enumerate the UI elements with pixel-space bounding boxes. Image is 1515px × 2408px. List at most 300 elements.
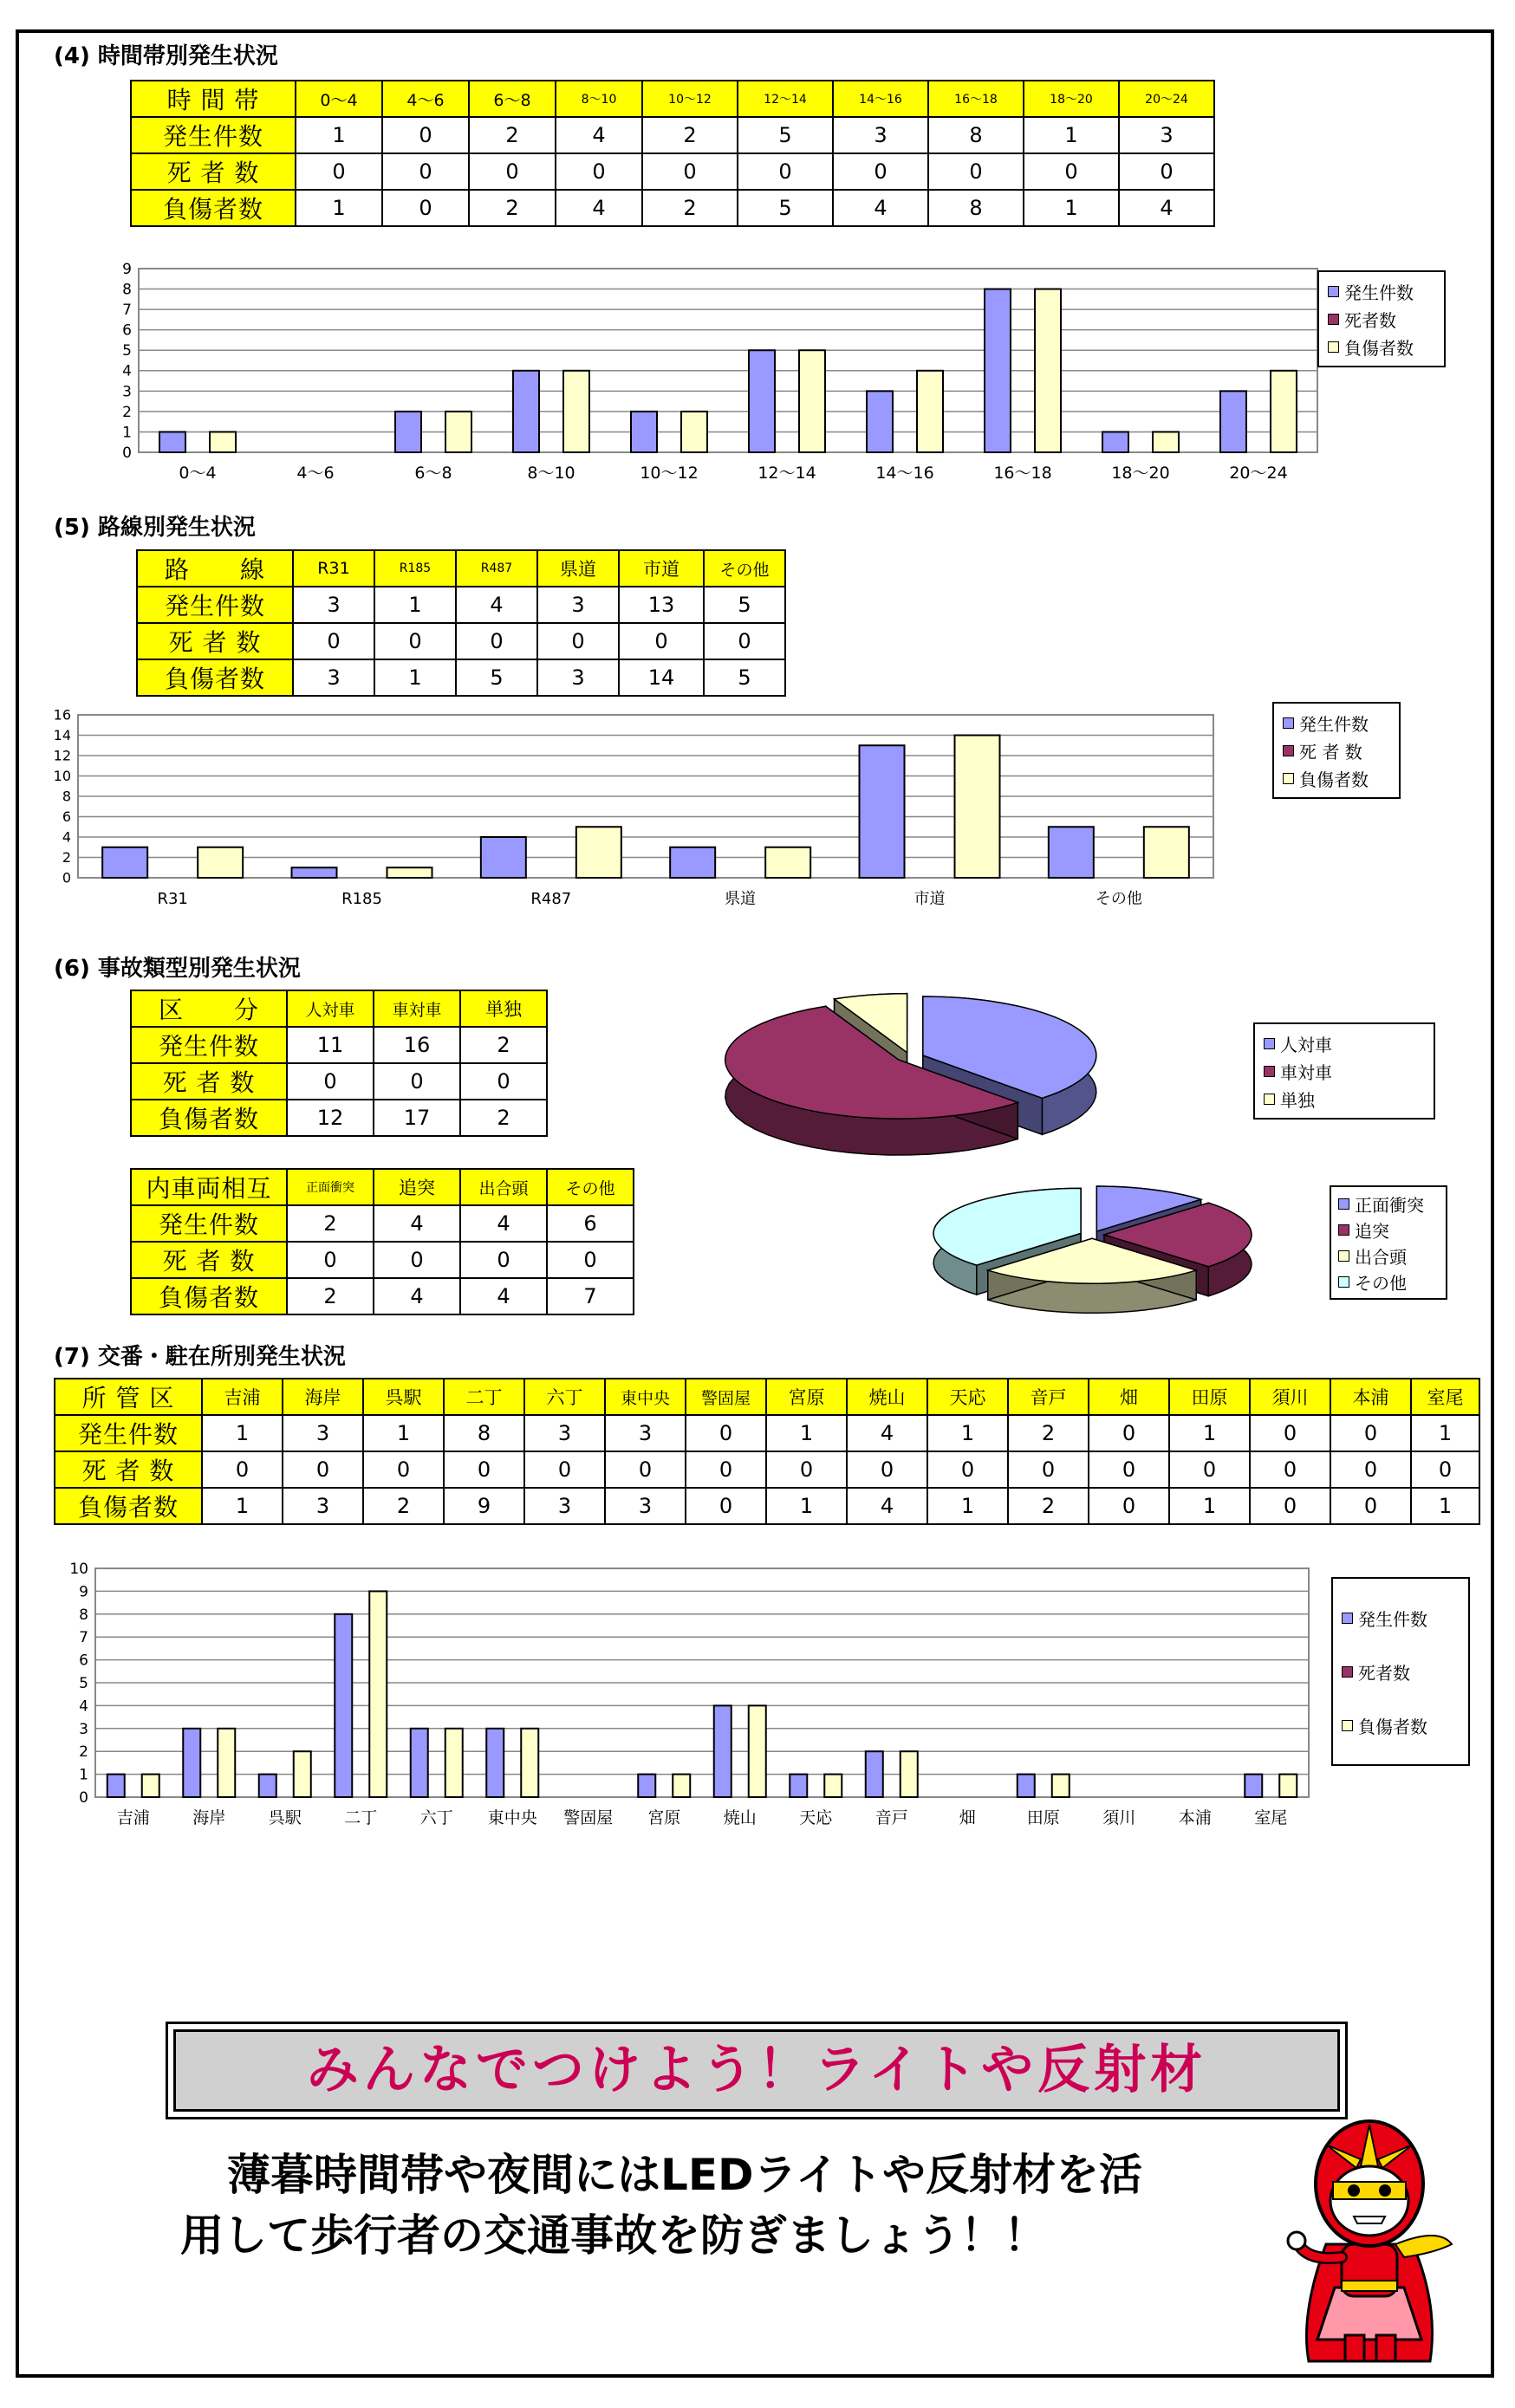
table-cell: 1: [766, 1415, 847, 1451]
bar: [411, 1729, 428, 1797]
table-column-header: 本浦: [1330, 1379, 1411, 1415]
table-cell: 0: [202, 1451, 283, 1488]
table-row: [137, 659, 785, 696]
table-corner-header: 所 管 区: [55, 1379, 202, 1415]
table-row-header: 負傷者数: [137, 659, 293, 696]
table-cell: 0: [374, 1063, 460, 1100]
legend-label: その他: [1355, 1272, 1407, 1294]
table-row: [131, 190, 1214, 226]
table-cell: 5: [738, 117, 833, 153]
table-column-header: 県道: [537, 550, 619, 587]
x-tick-label: 畑: [959, 1808, 976, 1827]
table-cell: 1: [1411, 1415, 1479, 1451]
bar: [749, 350, 775, 452]
plot-area: [139, 269, 1317, 452]
table-column-header: 車対車: [374, 990, 460, 1027]
table-cell: 1: [1169, 1488, 1250, 1524]
x-tick-label: 8～10: [527, 464, 575, 483]
bar: [901, 1751, 918, 1797]
table-cell: 3: [283, 1488, 363, 1524]
bar: [1102, 432, 1128, 452]
y-tick-label: 8: [79, 1606, 88, 1624]
table-cell: 8: [928, 117, 1024, 153]
bar: [638, 1775, 655, 1797]
table-cell: 14: [619, 659, 704, 696]
table-cell: 5: [738, 190, 833, 226]
bar: [218, 1729, 235, 1797]
table-cell: 0: [738, 153, 833, 190]
legend-item: [1328, 305, 1435, 333]
table-row: [131, 153, 1214, 190]
table-header-row: [55, 1379, 1479, 1415]
y-tick-label: 1: [122, 424, 132, 442]
table-cell: 0: [1119, 153, 1214, 190]
table-cell: 0: [766, 1451, 847, 1488]
table-cell: 5: [456, 659, 537, 696]
slogan-banner: [173, 2029, 1340, 2112]
table-column-header: 16～18: [928, 81, 1024, 117]
bar: [369, 1591, 387, 1797]
police-box-table: [54, 1378, 1480, 1525]
table-row-header: 死 者 数: [131, 1063, 287, 1100]
table-column-header: 20～24: [1119, 81, 1214, 117]
legend-label: 発生件数: [1358, 1608, 1427, 1630]
table-cell: 1: [766, 1488, 847, 1524]
legend-item: [1342, 1698, 1460, 1752]
table-cell: 2: [363, 1488, 444, 1524]
bar: [1052, 1775, 1070, 1797]
table-cell: 2: [1008, 1488, 1089, 1524]
legend-label: 死 者 数: [1299, 741, 1362, 763]
bar: [790, 1775, 807, 1797]
vehicle-mutual-pie-legend: [1330, 1185, 1447, 1300]
table-column-header: 音戸: [1008, 1379, 1089, 1415]
bar: [714, 1705, 731, 1797]
table-header-row: [131, 81, 1214, 117]
table-cell: 3: [293, 659, 374, 696]
table-row-header: 負傷者数: [131, 1278, 287, 1314]
bar: [576, 827, 621, 878]
time-slot-bar-chart: [52, 260, 1335, 503]
y-tick-label: 16: [53, 706, 71, 724]
y-tick-label: 5: [79, 1674, 88, 1692]
table-cell: 0: [287, 1063, 374, 1100]
y-tick-label: 5: [122, 342, 132, 360]
x-tick-label: 二丁: [344, 1808, 378, 1827]
table-column-header: 6～8: [469, 81, 556, 117]
bar: [387, 867, 432, 878]
legend-label: 死者数: [1358, 1662, 1410, 1684]
x-tick-label: 呉駅: [268, 1808, 302, 1827]
legend-swatch: [1342, 1666, 1353, 1678]
legend-swatch: [1283, 745, 1294, 756]
y-tick-label: 6: [79, 1652, 88, 1670]
legend-label: 人対車: [1280, 1034, 1332, 1055]
bar: [183, 1729, 200, 1797]
table-cell: 0: [382, 190, 469, 226]
table-column-header: 警固屋: [686, 1379, 766, 1415]
legend-swatch: [1338, 1276, 1349, 1288]
table-column-header: 呉駅: [363, 1379, 444, 1415]
table-cell: 12: [287, 1100, 374, 1136]
x-tick-label: 12～14: [758, 464, 816, 483]
x-tick-label: 0～4: [179, 464, 217, 483]
table-cell: 0: [537, 623, 619, 659]
bar: [1279, 1775, 1297, 1797]
table-cell: 2: [460, 1027, 547, 1063]
police-box-chart-legend: [1331, 1577, 1470, 1766]
table-cell: 6: [547, 1205, 634, 1242]
table-header-row: [131, 1169, 634, 1205]
y-tick-label: 12: [53, 747, 71, 764]
table-cell: 2: [287, 1278, 374, 1314]
table-cell: 0: [460, 1242, 547, 1278]
bar: [1018, 1775, 1035, 1797]
table-cell: 2: [642, 190, 738, 226]
table-cell: 1: [927, 1488, 1008, 1524]
table-cell: 1: [374, 659, 456, 696]
table-column-header: R487: [456, 550, 537, 587]
legend-label: 負傷者数: [1344, 337, 1414, 359]
legend-swatch: [1338, 1224, 1349, 1236]
bar: [917, 371, 943, 452]
table-cell: 0: [1169, 1451, 1250, 1488]
table-cell: 2: [469, 190, 556, 226]
police-box-bar-chart: [52, 1551, 1352, 1837]
legend-item: [1338, 1217, 1439, 1243]
table-cell: 0: [1330, 1488, 1411, 1524]
table-cell: 0: [382, 117, 469, 153]
table-cell: 0: [686, 1415, 766, 1451]
table-cell: 3: [833, 117, 928, 153]
y-tick-label: 6: [62, 808, 71, 826]
legend-item: [1264, 1085, 1425, 1113]
bar: [1153, 432, 1179, 452]
y-tick-label: 6: [122, 321, 132, 340]
vehicle-mutual-table: [130, 1168, 634, 1315]
table-row: [131, 117, 1214, 153]
table-cell: 0: [374, 623, 456, 659]
bar: [210, 432, 236, 452]
table-cell: 4: [374, 1205, 460, 1242]
bar: [824, 1775, 842, 1797]
y-tick-label: 0: [62, 869, 71, 886]
table-header-row: [131, 990, 547, 1027]
table-cell: 16: [374, 1027, 460, 1063]
bar: [292, 867, 337, 878]
table-cell: 1: [296, 117, 382, 153]
legend-item: [1338, 1269, 1439, 1295]
table-cell: 7: [547, 1278, 634, 1314]
bar: [159, 432, 185, 452]
message-line-1: 薄暮時間帯や夜間にはLEDライトや反射材を活: [227, 2150, 1143, 2200]
accident-type-pie-chart: [719, 975, 1135, 1165]
legend-label: 車対車: [1280, 1061, 1332, 1083]
table-cell: 0: [1089, 1415, 1169, 1451]
x-tick-label: 室尾: [1254, 1808, 1288, 1827]
bar: [670, 847, 715, 878]
y-tick-label: 4: [62, 828, 71, 846]
table-cell: 0: [1089, 1451, 1169, 1488]
accident-type-pie-legend: [1253, 1022, 1435, 1120]
y-tick-label: 10: [53, 768, 71, 785]
table-row: [131, 1242, 634, 1278]
x-tick-label: 県道: [725, 890, 757, 908]
x-tick-label: 天応: [799, 1808, 833, 1827]
x-tick-label: 須川: [1102, 1808, 1136, 1827]
legend-item: [1328, 333, 1435, 360]
table-row: [131, 1278, 634, 1314]
bar: [107, 1775, 125, 1797]
bar: [860, 745, 905, 878]
table-cell: 13: [619, 587, 704, 623]
table-cell: 4: [847, 1415, 927, 1451]
table-row: [131, 1205, 634, 1242]
bar: [631, 412, 657, 452]
table-column-header: 14～16: [833, 81, 928, 117]
legend-swatch: [1283, 773, 1294, 784]
x-tick-label: 焼山: [723, 1808, 757, 1827]
route-chart-legend: [1272, 702, 1401, 799]
table-corner-header: 内車両相互: [131, 1169, 287, 1205]
table-cell: 0: [1250, 1415, 1330, 1451]
y-tick-label: 8: [122, 281, 132, 299]
legend-swatch: [1264, 1038, 1275, 1049]
table-row: [131, 1027, 547, 1063]
table-cell: 4: [460, 1205, 547, 1242]
x-tick-label: 海岸: [192, 1808, 226, 1827]
table-row-header: 発生件数: [131, 117, 296, 153]
table-cell: 2: [1008, 1415, 1089, 1451]
table-cell: 0: [296, 153, 382, 190]
table-cell: 0: [642, 153, 738, 190]
table-column-header: 4～6: [382, 81, 469, 117]
route-table: [136, 549, 786, 697]
table-cell: 0: [287, 1242, 374, 1278]
table-column-header: 出合頭: [460, 1169, 547, 1205]
y-tick-label: 9: [122, 260, 132, 278]
table-cell: 2: [460, 1100, 547, 1136]
x-tick-label: 音戸: [875, 1808, 908, 1827]
table-column-header: 東中央: [605, 1379, 686, 1415]
table-cell: 1: [1024, 117, 1119, 153]
bar: [1220, 391, 1246, 452]
bar: [749, 1705, 766, 1797]
table-cell: 4: [847, 1488, 927, 1524]
table-cell: 0: [547, 1242, 634, 1278]
x-tick-label: 20～24: [1229, 464, 1288, 483]
table-row-header: 負傷者数: [55, 1488, 202, 1524]
section-4-title: (4) 時間帯別発生状況: [54, 43, 278, 69]
x-tick-label: 本浦: [1178, 1808, 1212, 1827]
table-column-header: 六丁: [524, 1379, 605, 1415]
table-cell: 0: [374, 1242, 460, 1278]
table-cell: 0: [1411, 1451, 1479, 1488]
table-cell: 4: [833, 190, 928, 226]
table-cell: 9: [444, 1488, 524, 1524]
y-tick-label: 7: [122, 302, 132, 320]
y-tick-label: 8: [62, 788, 71, 805]
table-row-header: 死 者 数: [131, 153, 296, 190]
legend-swatch: [1328, 341, 1339, 353]
table-cell: 0: [469, 153, 556, 190]
y-tick-label: 0: [122, 444, 132, 462]
legend-item: [1264, 1029, 1425, 1057]
table-column-header: 人対車: [287, 990, 374, 1027]
x-tick-label: 10～12: [640, 464, 699, 483]
table-cell: 4: [456, 587, 537, 623]
table-cell: 0: [1024, 153, 1119, 190]
table-column-header: 宮原: [766, 1379, 847, 1415]
table-cell: 4: [556, 117, 642, 153]
table-cell: 0: [1330, 1415, 1411, 1451]
table-column-header: その他: [704, 550, 785, 587]
table-cell: 2: [287, 1205, 374, 1242]
legend-swatch: [1338, 1250, 1349, 1262]
bar: [445, 1729, 463, 1797]
legend-label: 正面衝突: [1355, 1194, 1424, 1216]
section-7-title: (7) 交番・駐在所別発生状況: [54, 1344, 346, 1370]
table-cell: 0: [1330, 1451, 1411, 1488]
legend-label: 発生件数: [1344, 282, 1414, 303]
bar: [1144, 827, 1189, 878]
x-tick-label: 田原: [1026, 1808, 1060, 1827]
legend-label: 負傷者数: [1299, 769, 1369, 790]
slogan-text: みんなでつけよう！ライトや反射材: [306, 2040, 1207, 2100]
table-column-header: 海岸: [283, 1379, 363, 1415]
table-column-header: 追突: [374, 1169, 460, 1205]
table-corner-header: 時 間 帯: [131, 81, 296, 117]
y-tick-label: 0: [79, 1788, 88, 1807]
table-row: [55, 1451, 1479, 1488]
table-column-header: 0～4: [296, 81, 382, 117]
bar: [799, 350, 825, 452]
table-cell: 0: [460, 1063, 547, 1100]
vehicle-mutual-pie-chart: [919, 1178, 1283, 1326]
legend-item: [1283, 764, 1390, 792]
table-column-header: 12～14: [738, 81, 833, 117]
bar: [866, 1751, 883, 1797]
y-tick-label: 10: [69, 1560, 88, 1578]
y-tick-label: 14: [53, 727, 71, 744]
table-cell: 11: [287, 1027, 374, 1063]
legend-swatch: [1342, 1720, 1353, 1731]
table-cell: 3: [1119, 117, 1214, 153]
accident-type-table: [130, 990, 548, 1137]
table-column-header: 正面衝突: [287, 1169, 374, 1205]
table-cell: 1: [1169, 1415, 1250, 1451]
table-row: [55, 1488, 1479, 1524]
bar: [513, 371, 539, 452]
y-tick-label: 2: [79, 1743, 88, 1762]
y-tick-label: 3: [122, 383, 132, 401]
table-cell: 4: [460, 1278, 547, 1314]
table-cell: 1: [296, 190, 382, 226]
message-line-2: 用して歩行者の交通事故を防ぎましょう！！: [180, 2210, 1047, 2261]
legend-item: [1328, 277, 1435, 305]
y-tick-label: 4: [79, 1697, 88, 1716]
table-cell: 3: [605, 1415, 686, 1451]
legend-item: [1338, 1243, 1439, 1269]
bar: [765, 847, 810, 878]
table-cell: 3: [524, 1415, 605, 1451]
bar: [985, 289, 1011, 452]
legend-swatch: [1264, 1066, 1275, 1077]
table-row-header: 死 者 数: [137, 623, 293, 659]
bar: [198, 847, 243, 878]
table-cell: 1: [1411, 1488, 1479, 1524]
legend-item: [1264, 1057, 1425, 1085]
red-hero-mascot-icon: [1274, 2114, 1465, 2374]
bar: [1245, 1775, 1262, 1797]
table-column-header: 吉浦: [202, 1379, 283, 1415]
x-tick-label: R487: [530, 890, 572, 908]
table-cell: 8: [444, 1415, 524, 1451]
x-tick-label: 東中央: [487, 1808, 537, 1827]
table-cell: 5: [704, 659, 785, 696]
legend-label: 出合頭: [1355, 1246, 1407, 1268]
table-column-header: 市道: [619, 550, 704, 587]
table-cell: 2: [469, 117, 556, 153]
table-row: [131, 1063, 547, 1100]
x-tick-label: 市道: [914, 890, 946, 908]
time-slot-table: [130, 80, 1215, 227]
table-cell: 17: [374, 1100, 460, 1136]
table-column-header: 8～10: [556, 81, 642, 117]
table-column-header: 田原: [1169, 1379, 1250, 1415]
y-tick-label: 3: [79, 1720, 88, 1738]
table-column-header: 畑: [1089, 1379, 1169, 1415]
bar: [1271, 371, 1297, 452]
table-row: [55, 1415, 1479, 1451]
table-row-header: 死 者 数: [55, 1451, 202, 1488]
table-cell: 0: [382, 153, 469, 190]
table-row-header: 発生件数: [55, 1415, 202, 1451]
legend-label: 追突: [1355, 1220, 1389, 1242]
bar: [1035, 289, 1061, 452]
table-column-header: R185: [374, 550, 456, 587]
bar: [681, 412, 707, 452]
table-cell: 5: [704, 587, 785, 623]
table-cell: 0: [847, 1451, 927, 1488]
table-cell: 0: [686, 1451, 766, 1488]
bar: [563, 371, 589, 452]
table-row: [137, 587, 785, 623]
legend-label: 死者数: [1344, 309, 1396, 331]
legend-swatch: [1328, 314, 1339, 325]
x-tick-label: その他: [1095, 890, 1142, 908]
table-corner-header: 区 分: [131, 990, 287, 1027]
table-cell: 0: [363, 1451, 444, 1488]
table-cell: 2: [642, 117, 738, 153]
y-tick-label: 4: [122, 362, 132, 380]
table-row: [137, 623, 785, 659]
legend-swatch: [1342, 1613, 1353, 1624]
y-tick-label: 2: [62, 849, 71, 866]
table-cell: 3: [293, 587, 374, 623]
table-cell: 0: [704, 623, 785, 659]
table-cell: 0: [1089, 1488, 1169, 1524]
table-column-header: 単独: [460, 990, 547, 1027]
bar: [395, 412, 421, 452]
x-tick-label: R185: [341, 890, 382, 908]
table-cell: 4: [556, 190, 642, 226]
legend-swatch: [1264, 1094, 1275, 1105]
bar: [481, 837, 526, 878]
bar: [867, 391, 893, 452]
table-column-header: 二丁: [444, 1379, 524, 1415]
table-column-header: 18～20: [1024, 81, 1119, 117]
